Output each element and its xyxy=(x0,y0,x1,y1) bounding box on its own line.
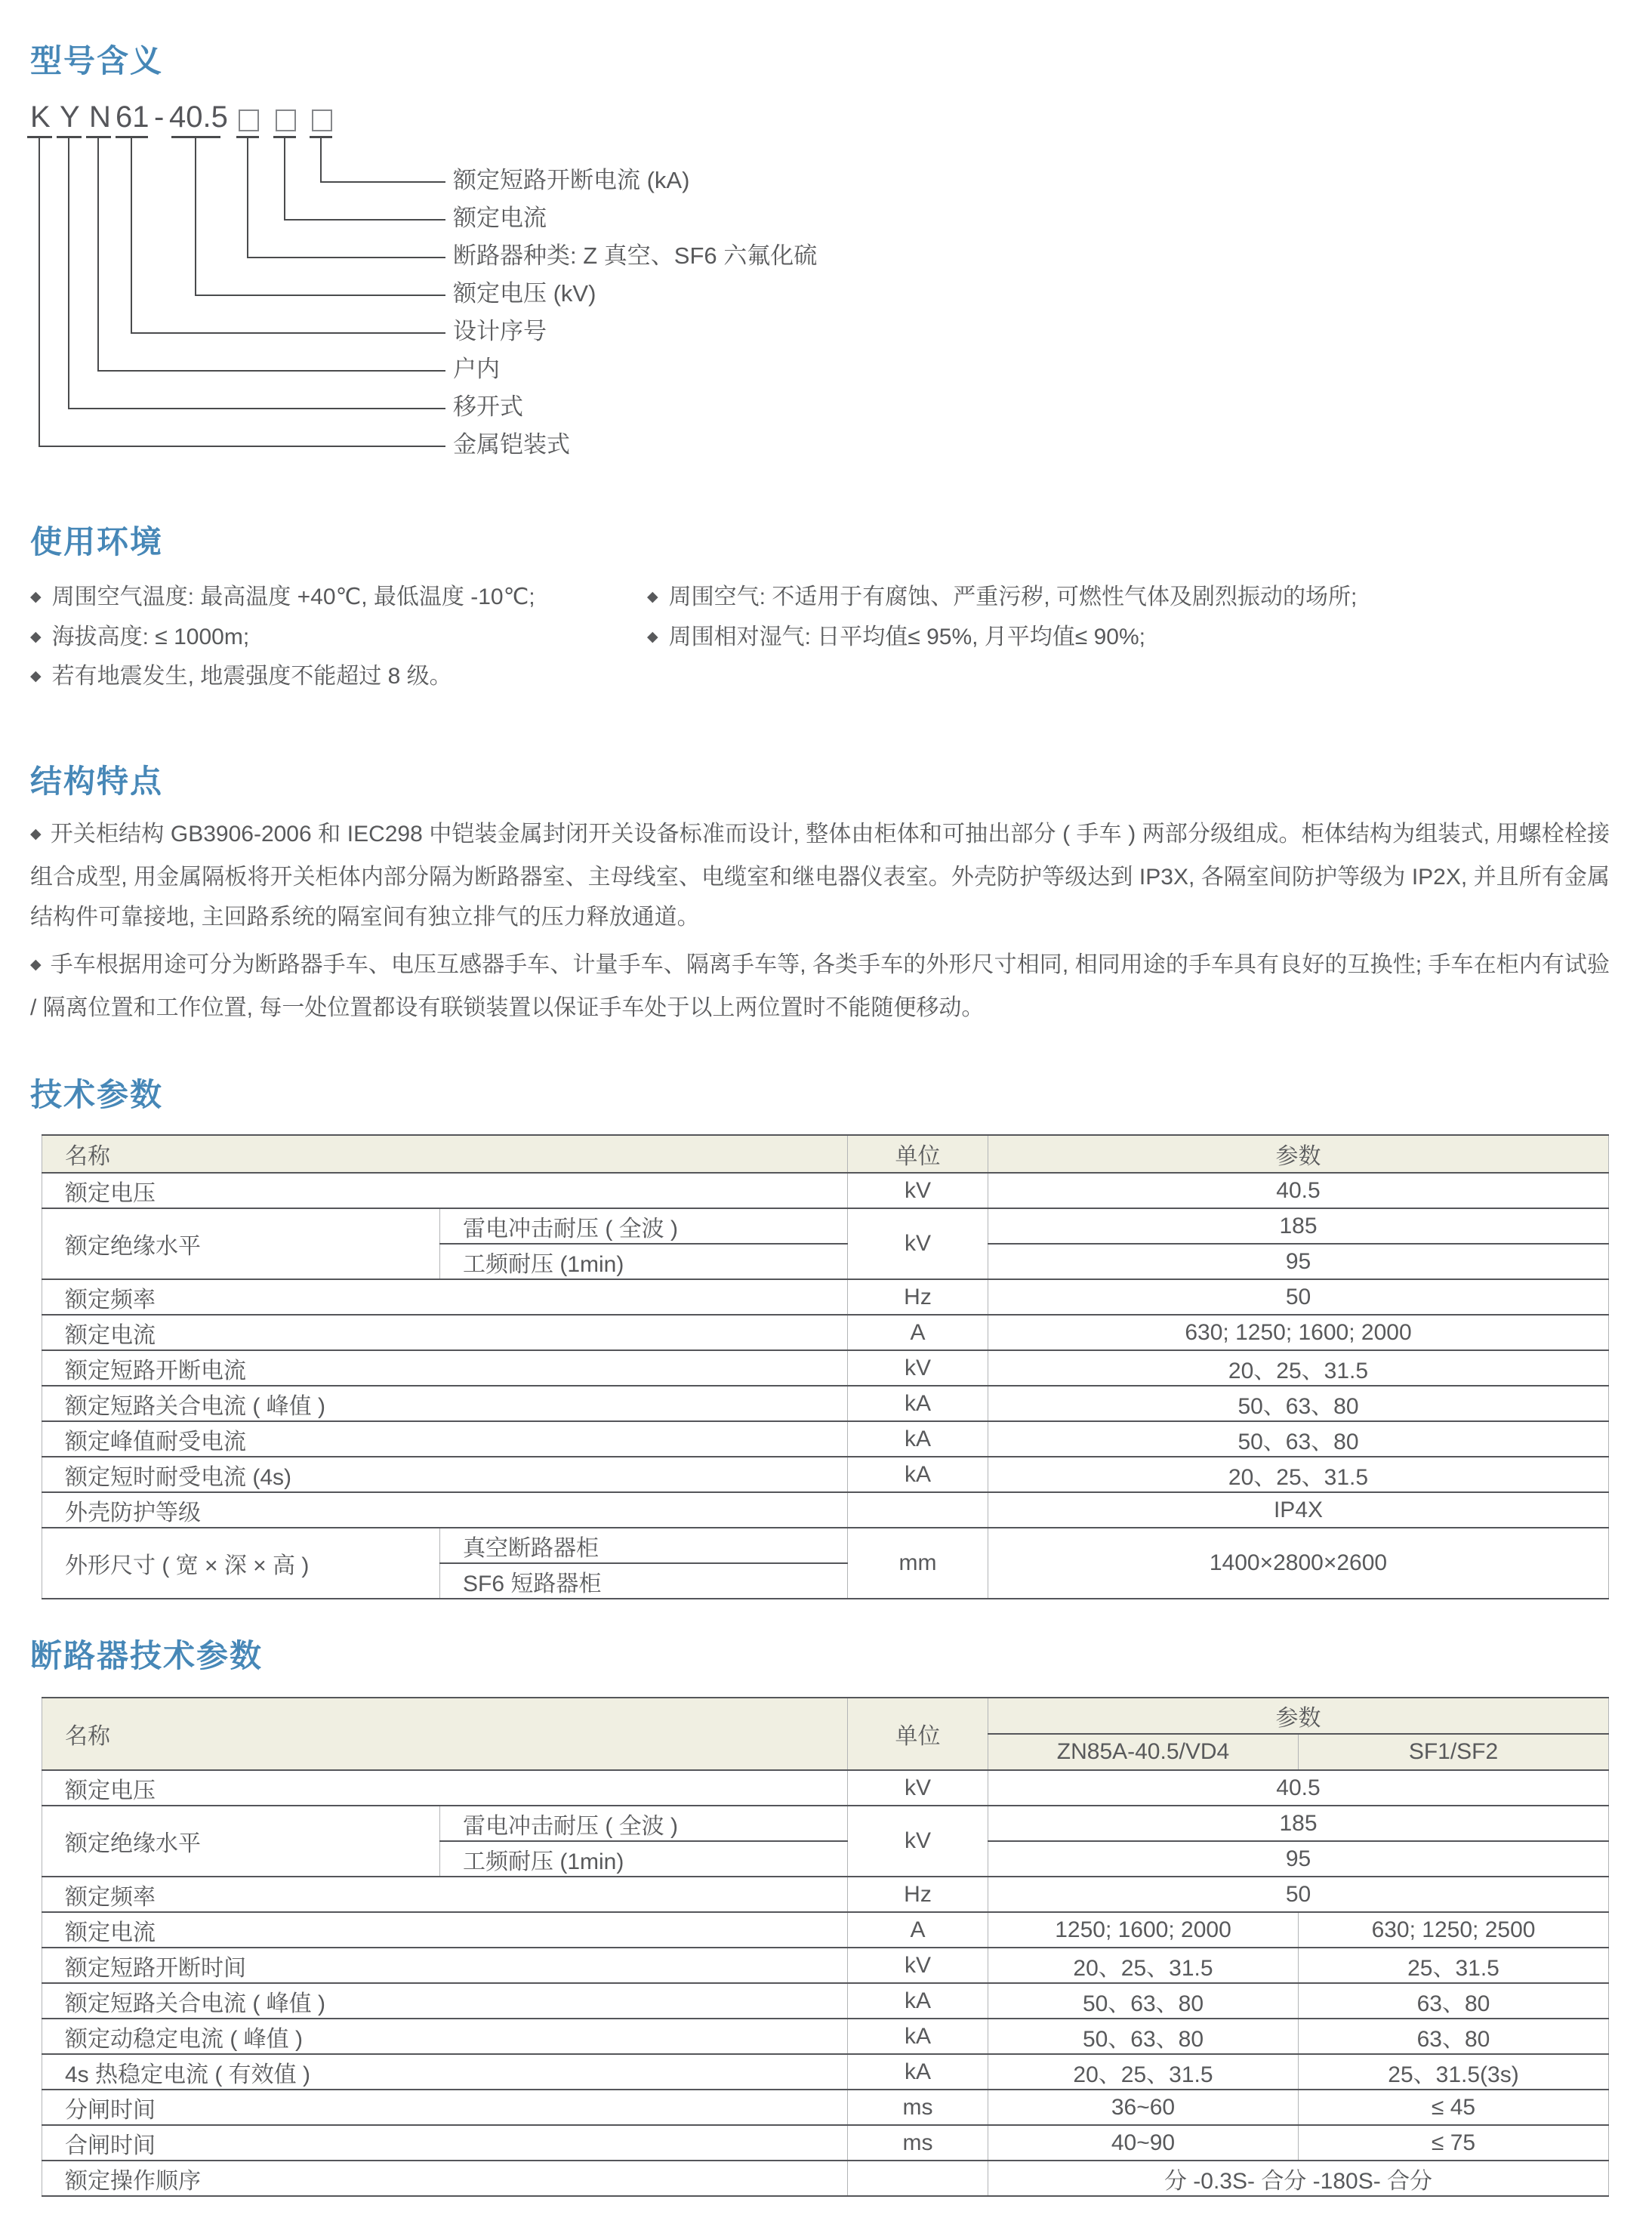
table-row xyxy=(42,1806,1609,1841)
cell-name: 额定短路开断时间 xyxy=(42,1948,848,1983)
diagram-label: 额定短路开断电流 (kA) xyxy=(453,167,690,193)
cell-unit: kA xyxy=(848,2019,988,2054)
cell-unit: kV xyxy=(848,1350,988,1386)
cell-value: 185 xyxy=(988,1806,1609,1841)
header-cell-unit: 单位 xyxy=(848,1698,988,1770)
model-code-box-icon xyxy=(312,109,332,131)
cell-unit: kV xyxy=(848,1948,988,1983)
section-title-model-meaning: 型号含义 xyxy=(30,43,164,79)
table-row xyxy=(42,2125,1609,2161)
cell-unit: mm xyxy=(848,1528,988,1599)
cell-name: 额定动稳定电流 ( 峰值 ) xyxy=(42,2019,848,2054)
cell-value-zn: 20、25、31.5 xyxy=(988,2054,1299,2090)
cell-name: 外形尺寸 ( 宽 × 深 × 高 ) xyxy=(42,1528,440,1599)
diagram-connector xyxy=(68,408,445,409)
cell-unit: kA xyxy=(848,2054,988,2090)
table-row xyxy=(42,1173,1609,1208)
structure-paragraphs xyxy=(30,814,1610,1035)
header-cell-unit: 单位 xyxy=(848,1135,988,1173)
cell-value: 95 xyxy=(988,1841,1609,1877)
diagram-stem xyxy=(39,138,40,446)
breaker-params-table xyxy=(42,1697,1609,2197)
cell-unit: kV xyxy=(848,1208,988,1279)
header-cell-name: 名称 xyxy=(42,1135,848,1173)
section-title-breaker-params: 断路器技术参数 xyxy=(30,1638,264,1673)
model-code-box-icon xyxy=(276,109,296,131)
cell-subname: 雷电冲击耐压 ( 全波 ) xyxy=(440,1208,848,1244)
diagram-stem xyxy=(320,138,322,181)
diagram-label: 额定电流 xyxy=(453,205,547,231)
cell-value: 40.5 xyxy=(988,1173,1609,1208)
cell-value-sf: ≤ 45 xyxy=(1299,2090,1609,2125)
cell-value: 50 xyxy=(988,1877,1609,1912)
table-row xyxy=(42,2161,1609,2196)
diamond-bullet-icon: ◆ xyxy=(647,629,658,645)
env-item-text: 周围空气: 不适用于有腐蚀、严重污秽, 可燃性气体及剧烈振动的场所; xyxy=(668,585,1358,609)
cell-subname: 雷电冲击耐压 ( 全波 ) xyxy=(440,1806,848,1841)
table-row xyxy=(42,1421,1609,1457)
diagram-label: 断路器种类: Z 真空、SF6 六氟化硫 xyxy=(453,242,818,269)
diagram-label: 设计序号 xyxy=(453,318,547,344)
cell-unit: kV xyxy=(848,1806,988,1877)
diagram-label: 户内 xyxy=(453,356,500,382)
env-item xyxy=(647,583,1357,612)
cell-name: 额定频率 xyxy=(42,1877,848,1912)
cell-subname: 工频耐压 (1min) xyxy=(440,1841,848,1877)
cell-unit: A xyxy=(848,1315,988,1350)
structure-paragraph-text: 手车根据用途可分为断路器手车、电压互感器手车、计量手车、隔离手车等, 各类手车的外形尺寸相同, 相同用途的手车具有良好的互换性; 手车在柜内有试验 / 隔离位置和工作位置, 每一处位置都设有联锁装置以保证手车处于以上两位置时不能随便移动。 xyxy=(30,952,1610,1020)
diagram-connector xyxy=(284,219,445,221)
cell-value: 40.5 xyxy=(988,1770,1609,1806)
diagram-connector xyxy=(247,257,445,258)
cell-name: 额定短时耐受电流 (4s) xyxy=(42,1457,848,1492)
cell-value-sf: 25、31.5(3s) xyxy=(1299,2054,1609,2090)
env-item-text: 海拔高度: ≤ 1000m; xyxy=(51,625,250,649)
diagram-label: 移开式 xyxy=(453,393,523,420)
structure-paragraph xyxy=(30,945,1610,1028)
cell-unit: kA xyxy=(848,1386,988,1421)
cell-value: 20、25、31.5 xyxy=(988,1457,1609,1492)
cell-subname: 工频耐压 (1min) xyxy=(440,1244,848,1279)
cell-value-sf: 63、80 xyxy=(1299,1983,1609,2019)
header-cell-model-zn: ZN85A-40.5/VD4 xyxy=(988,1734,1299,1770)
cell-value-zn: 50、63、80 xyxy=(988,1983,1299,2019)
cell-value-zn: 1250; 1600; 2000 xyxy=(988,1912,1299,1948)
cell-subname: 真空断路器柜 xyxy=(440,1528,848,1563)
cell-unit: kA xyxy=(848,1983,988,2019)
model-code-dash: - xyxy=(154,100,165,134)
table-header-row xyxy=(42,1135,1609,1173)
cell-name: 额定短路关合电流 ( 峰值 ) xyxy=(42,1386,848,1421)
cell-unit: kV xyxy=(848,1173,988,1208)
env-item-text: 周围相对湿气: 日平均值≤ 95%, 月平均值≤ 90%; xyxy=(668,625,1145,649)
cell-unit: Hz xyxy=(848,1877,988,1912)
table-row xyxy=(42,1528,1609,1563)
table-row xyxy=(42,2054,1609,2090)
table-row xyxy=(42,2019,1609,2054)
cell-value-zn: 36~60 xyxy=(988,2090,1299,2125)
table-row xyxy=(42,1350,1609,1386)
table-row xyxy=(42,1948,1609,1983)
cell-value-zn: 40~90 xyxy=(988,2125,1299,2161)
cell-value: 630; 1250; 1600; 2000 xyxy=(988,1315,1609,1350)
cell-name: 额定短路关合电流 ( 峰值 ) xyxy=(42,1983,848,2019)
diagram-stem xyxy=(68,138,69,408)
diagram-connector xyxy=(320,181,445,183)
cell-value-zn: 50、63、80 xyxy=(988,2019,1299,2054)
table-row xyxy=(42,1770,1609,1806)
diagram-stem xyxy=(97,138,99,370)
cell-name: 分闸时间 xyxy=(42,2090,848,2125)
cell-name: 4s 热稳定电流 ( 有效值 ) xyxy=(42,2054,848,2090)
diamond-bullet-icon: ◆ xyxy=(30,668,42,684)
cell-name: 外壳防护等级 xyxy=(42,1492,848,1528)
cell-value-sf: 63、80 xyxy=(1299,2019,1609,2054)
model-code-box-icon xyxy=(239,109,259,131)
table-row xyxy=(42,1208,1609,1244)
cell-value: 50、63、80 xyxy=(988,1386,1609,1421)
diagram-stem xyxy=(284,138,285,219)
cell-name: 额定电流 xyxy=(42,1912,848,1948)
structure-paragraph xyxy=(30,814,1610,937)
diagram-stem xyxy=(131,138,132,332)
diagram-stem xyxy=(247,138,248,257)
cell-value: 185 xyxy=(988,1208,1609,1244)
cell-value: 95 xyxy=(988,1244,1609,1279)
model-code-letter: Y xyxy=(60,100,80,134)
diagram-label: 额定电压 (kV) xyxy=(453,280,596,307)
structure-paragraph-text: 开关柜结构 GB3906-2006 和 IEC298 中铠装金属封闭开关设备标准而设计, 整体由柜体和可抽出部分 ( 手车 ) 两部分级组成。柜体结构为组装式, 用螺栓栓接组合成型, 用金属隔板将开关柜体内部分隔为断路器室、主母线室、电缆室和继电器仪表室。外壳防护等级达到 IP3X, 各隔室间防护等级为 IP2X, 并且所有金属结构件可靠接地, 主回路系统的隔室间有独立排气的压力释放通道。 xyxy=(30,822,1610,930)
cell-unit: A xyxy=(848,1912,988,1948)
header-cell-model-sf: SF1/SF2 xyxy=(1299,1734,1609,1770)
table-row xyxy=(42,1386,1609,1421)
model-code-number: 40.5 xyxy=(169,100,228,134)
cell-unit: kV xyxy=(848,1770,988,1806)
table-row xyxy=(42,1492,1609,1528)
diagram-connector xyxy=(131,332,445,334)
diamond-bullet-icon: ◆ xyxy=(647,589,658,605)
header-cell-name: 名称 xyxy=(42,1698,848,1770)
table-row xyxy=(42,1279,1609,1315)
cell-name: 额定短路开断电流 xyxy=(42,1350,848,1386)
cell-subname: SF6 短路器柜 xyxy=(440,1563,848,1599)
cell-value: 50、63、80 xyxy=(988,1421,1609,1457)
cell-unit: ms xyxy=(848,2090,988,2125)
table-row xyxy=(42,1457,1609,1492)
header-cell-param: 参数 xyxy=(988,1135,1609,1173)
model-code-letter: N xyxy=(89,100,111,134)
diagram-label: 金属铠装式 xyxy=(453,431,570,458)
cell-name: 额定频率 xyxy=(42,1279,848,1315)
env-item xyxy=(30,583,535,612)
cell-unit: Hz xyxy=(848,1279,988,1315)
cell-unit: kA xyxy=(848,1421,988,1457)
table-row xyxy=(42,1877,1609,1912)
diagram-connector xyxy=(39,446,445,447)
table-row xyxy=(42,2090,1609,2125)
cell-value: 分 -0.3S- 合分 -180S- 合分 xyxy=(988,2161,1609,2196)
diamond-bullet-icon: ◆ xyxy=(30,589,42,605)
cell-value-sf: 25、31.5 xyxy=(1299,1948,1609,1983)
cell-name: 额定电流 xyxy=(42,1315,848,1350)
cell-value: 20、25、31.5 xyxy=(988,1350,1609,1386)
cell-unit xyxy=(848,2161,988,2196)
cell-name: 额定绝缘水平 xyxy=(42,1806,440,1877)
cell-unit: kA xyxy=(848,1457,988,1492)
cell-name: 额定峰值耐受电流 xyxy=(42,1421,848,1457)
cell-name: 额定绝缘水平 xyxy=(42,1208,440,1279)
cell-unit: ms xyxy=(848,2125,988,2161)
env-item-text: 周围空气温度: 最高温度 +40℃, 最低温度 -10℃; xyxy=(51,585,535,609)
diamond-bullet-icon: ◆ xyxy=(30,826,42,842)
tech-params-table xyxy=(42,1134,1609,1599)
env-item xyxy=(30,623,249,652)
table-row xyxy=(42,1983,1609,2019)
env-item xyxy=(30,662,452,691)
section-title-structure: 结构特点 xyxy=(30,763,164,799)
model-code-letter: K xyxy=(30,100,51,134)
cell-name: 额定操作顺序 xyxy=(42,2161,848,2196)
diagram-connector xyxy=(97,370,445,372)
section-title-environment: 使用环境 xyxy=(30,524,164,560)
cell-value-sf: 630; 1250; 2500 xyxy=(1299,1912,1609,1948)
cell-name: 额定电压 xyxy=(42,1770,848,1806)
model-code-number: 61 xyxy=(116,100,149,134)
cell-value-zn: 20、25、31.5 xyxy=(988,1948,1299,1983)
cell-value: 1400×2800×2600 xyxy=(988,1528,1609,1599)
cell-unit xyxy=(848,1492,988,1528)
diamond-bullet-icon: ◆ xyxy=(30,957,42,973)
diagram-stem xyxy=(195,138,196,295)
table-row xyxy=(42,1315,1609,1350)
diamond-bullet-icon: ◆ xyxy=(30,629,42,645)
env-item-text: 若有地震发生, 地震强度不能超过 8 级。 xyxy=(51,664,452,689)
cell-value-sf: ≤ 75 xyxy=(1299,2125,1609,2161)
env-item xyxy=(647,623,1145,652)
table-row xyxy=(42,1912,1609,1948)
header-cell-param: 参数 xyxy=(988,1698,1609,1734)
cell-name: 额定电压 xyxy=(42,1173,848,1208)
diagram-connector xyxy=(195,295,445,296)
cell-value: 50 xyxy=(988,1279,1609,1315)
cell-value: IP4X xyxy=(988,1492,1609,1528)
section-title-tech-params: 技术参数 xyxy=(30,1077,164,1112)
cell-name: 合闸时间 xyxy=(42,2125,848,2161)
table-header-row xyxy=(42,1698,1609,1734)
